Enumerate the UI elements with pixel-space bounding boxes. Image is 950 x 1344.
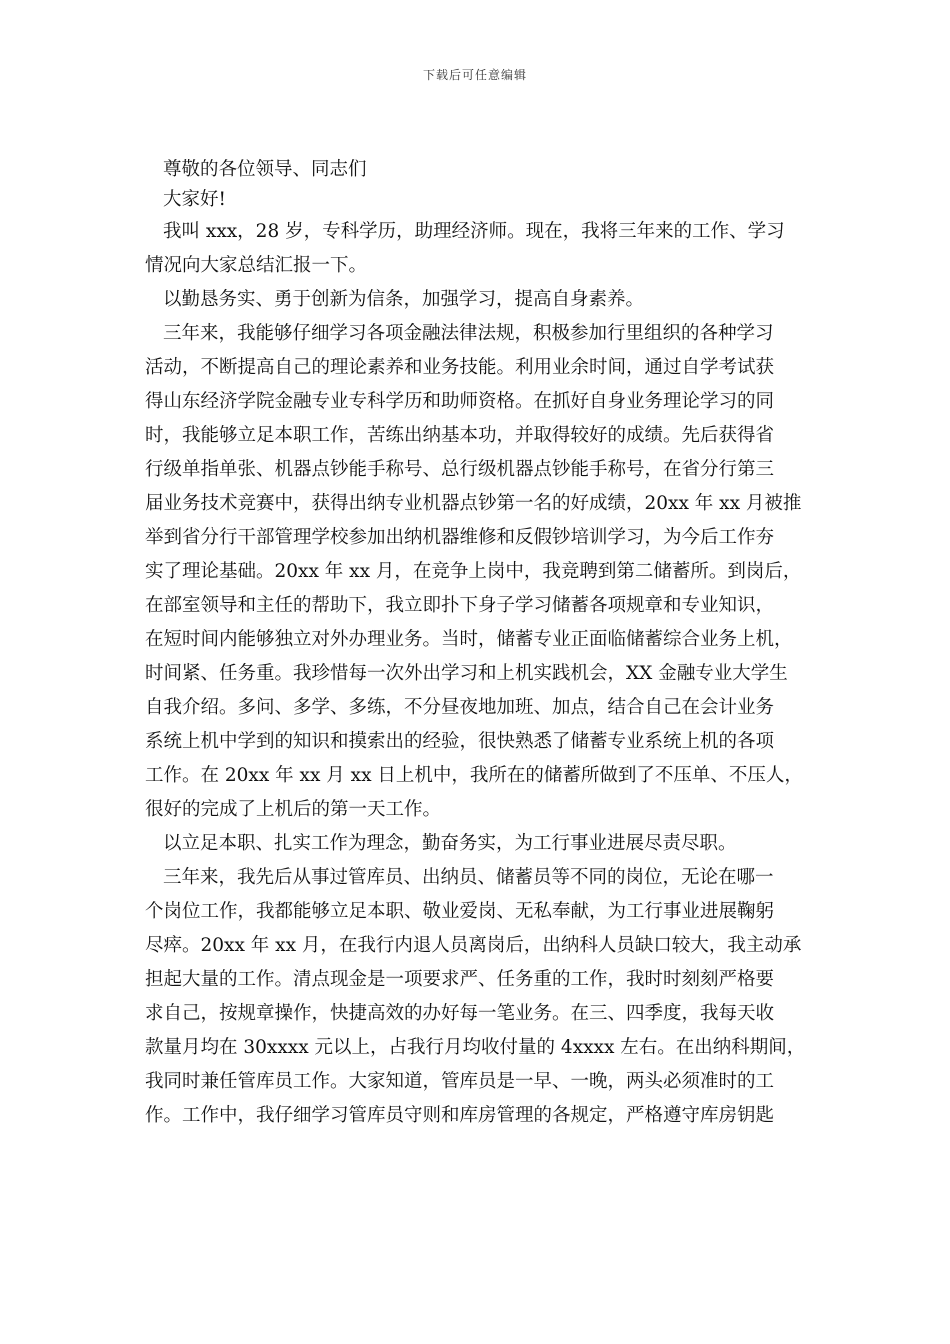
paragraph-line: 自我介绍。多问、多学、多练，不分昼夜地加班、加点，结合自己在会计业务 — [145, 697, 775, 718]
paragraph-line: 我同时兼任管库员工作。大家知道，管库员是一早、一晚，两头必须准时的工 — [145, 1071, 775, 1092]
paragraph-line: 活动，不断提高自己的理论素养和业务技能。利用业余时间，通过自学考试获 — [145, 357, 775, 378]
greeting-line: 大家好! — [163, 189, 226, 210]
paragraph-line: 届业务技术竞赛中，获得出纳专业机器点钞第一名的好成绩，20xx 年 xx 月被推 — [145, 493, 802, 514]
paragraph-line: 得山东经济学院金融专业专科学历和助师资格。在抓好自身业务理论学习的同 — [145, 391, 775, 412]
paragraph-line: 求自己，按规章操作，快捷高效的办好每一笔业务。在三、四季度，我每天收 — [145, 1003, 775, 1024]
salutation-line: 尊敬的各位领导、同志们 — [163, 159, 367, 180]
paragraph-line: 我叫 xxx，28 岁，专科学历，助理经济师。现在，我将三年来的工作、学习 — [163, 221, 785, 242]
header-note: 下载后可任意编辑 — [422, 68, 527, 82]
paragraph-line: 款量月均在 30xxxx 元以上，占我行月均收付量的 4xxxx 左右。在出纳科期间， — [145, 1037, 806, 1058]
section-heading-line: 以勤恳务实、勇于创新为信条，加强学习，提高自身素养。 — [163, 289, 645, 310]
paragraph-line: 很好的完成了上机后的第一天工作。 — [145, 799, 442, 820]
paragraph-line: 担起大量的工作。清点现金是一项要求严、任务重的工作，我时时刻刻严格要 — [145, 969, 775, 990]
document-body — [145, 155, 815, 1133]
section-heading-line: 以立足本职、扎实工作为理念，勤奋务实，为工行事业进展尽责尽职。 — [163, 833, 737, 854]
paragraph-line: 个岗位工作，我都能够立足本职、敬业爱岗、无私奉献，为工行事业进展鞠躬 — [145, 901, 775, 922]
paragraph-line: 时间紧、任务重。我珍惜每一次外出学习和上机实践机会，XX 金融专业大学生 — [145, 663, 788, 684]
paragraph-line: 作。工作中，我仔细学习管库员守则和库房管理的各规定，严格遵守库房钥匙 — [145, 1105, 775, 1126]
paragraph-line: 行级单指单张、机器点钞能手称号、总行级机器点钞能手称号，在省分行第三 — [145, 459, 775, 480]
paragraph-line: 情况向大家总结汇报一下。 — [145, 255, 368, 276]
paragraph-line: 在短时间内能够独立对外办理业务。当时，储蓄专业正面临储蓄综合业务上机， — [145, 629, 793, 650]
paragraph-line: 三年来，我能够仔细学习各项金融法律法规，积极参加行里组织的各种学习 — [163, 323, 774, 344]
paragraph-line: 举到省分行干部管理学校参加出纳机器维修和反假钞培训学习，为今后工作夯 — [145, 527, 775, 548]
paragraph-line: 尽瘁。20xx 年 xx 月，在我行内退人员离岗后，出纳科人员缺口较大，我主动承 — [145, 935, 802, 956]
paragraph-line: 在部室领导和主任的帮助下，我立即扑下身子学习储蓄各项规章和专业知识， — [145, 595, 775, 616]
paragraph-line: 系统上机中学到的知识和摸索出的经验，很快熟悉了储蓄专业系统上机的各项 — [145, 731, 775, 752]
paragraph-line: 工作。在 20xx 年 xx 月 xx 日上机中，我所在的储蓄所做到了不压单、不压人， — [145, 765, 803, 786]
paragraph-line: 实了理论基础。20xx 年 xx 月，在竞争上岗中，我竞聘到第二储蓄所。到岗后， — [145, 561, 802, 582]
paragraph-line: 时，我能够立足本职工作，苦练出纳基本功，并取得较好的成绩。先后获得省 — [145, 425, 775, 446]
paragraph-line: 三年来，我先后从事过管库员、出纳员、储蓄员等不同的岗位，无论在哪一 — [163, 867, 774, 888]
